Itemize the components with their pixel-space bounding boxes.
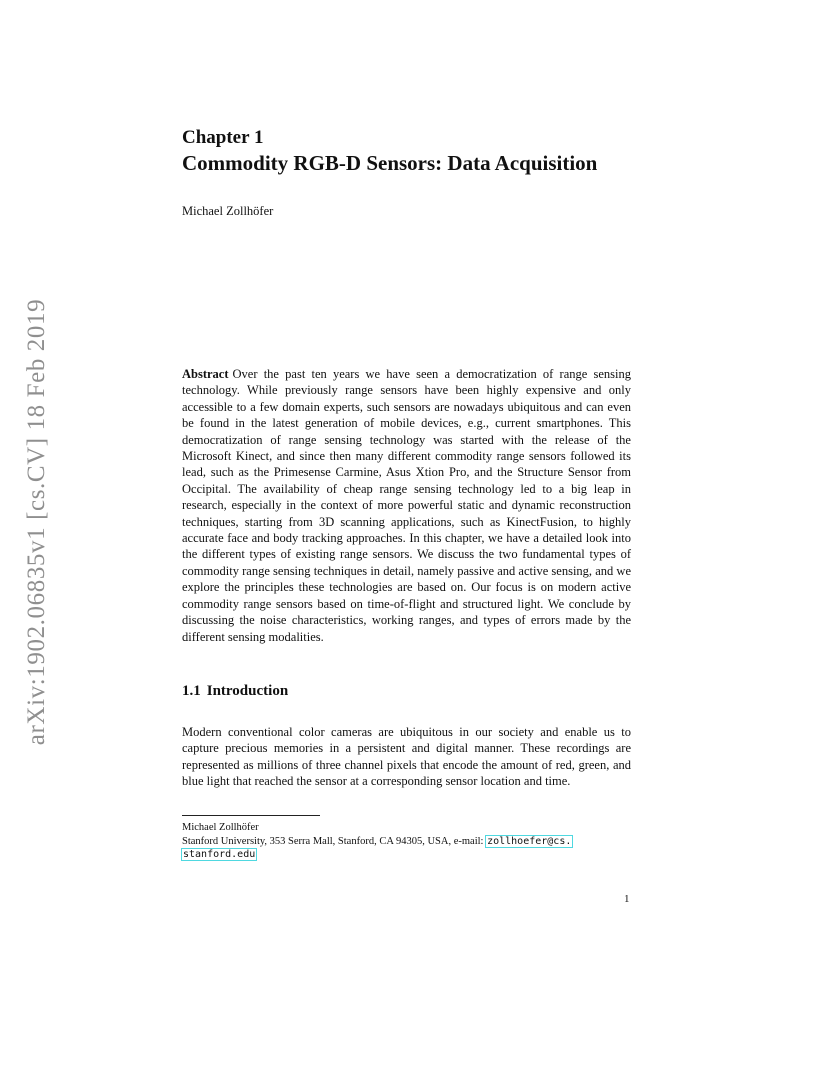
section-title: Introduction — [206, 683, 289, 699]
section-number: 1.1 — [182, 683, 201, 699]
footnote-affiliation-text: Stanford University, 353 Serra Mall, Stanford, CA 94305, USA, e-mail: — [182, 835, 484, 847]
chapter-label: Chapter 1 — [182, 127, 264, 148]
chapter-author: Michael Zollhöfer — [182, 204, 274, 218]
section-heading — [182, 683, 288, 700]
abstract-label: Abstract — [182, 367, 229, 381]
footnote-affiliation — [182, 835, 631, 849]
email-link-part2[interactable]: stanford.edu — [183, 849, 256, 860]
footnote — [182, 821, 631, 862]
footnote-rule — [182, 815, 320, 816]
arxiv-sidebar — [0, 0, 64, 1072]
abstract — [182, 366, 631, 645]
chapter-title: Commodity RGB-D Sensors: Data Acquisition — [182, 151, 598, 175]
email-link-part1[interactable]: zollhoefer@cs. — [487, 835, 572, 847]
introduction-paragraph: Modern conventional color cameras are ubiquitous in our society and enable us to capture precious memories in a persistent and digital manner. These recordings are represented as millions of three channel pixels that encode the amount of red, green, and blue light that reached the sensor at a corresponding sensor location and time. — [182, 725, 631, 789]
footnote-name: Michael Zollhöfer — [182, 822, 259, 833]
arxiv-identifier: arXiv:1902.06835v1 [cs.CV] 18 Feb 2019 — [23, 298, 50, 746]
abstract-text: Over the past ten years we have seen a democratization of range sensing technology. While previously range sensors have been highly expensive and only accessible to a few domain experts, such sensors are nowadays ubiquitous and can even be found in the latest generation of mobile devices, e.g., current smartphones. This democratization of range sensing technology was started with the release of the Microsoft Kinect, and since then many different commodity range sensors followed its lead, such as the Primesense Carmine, Asus Xtion Pro, and the Structure Sensor from Occipital. The availability of cheap range sensing technology led to a big leap in research, especially in the context of more powerful static and dynamic reconstruction techniques, starting from 3D scanning applications, such as KinectFusion, to highly accurate face and body tracking approaches. In this chapter, we have a detailed look into the different types of existing range sensors. We discuss the two fundamental types of commodity range sensing techniques in detail, namely passive and active sensing, and we explore the principles these technologies are based on. Our focus is on modern active commodity range sensors based on time-of-flight and structured light. We conclude by discussing the noise characteristics, working ranges, and types of errors made by the different sensing modalities. — [182, 367, 631, 644]
page-number: 1 — [624, 893, 630, 905]
